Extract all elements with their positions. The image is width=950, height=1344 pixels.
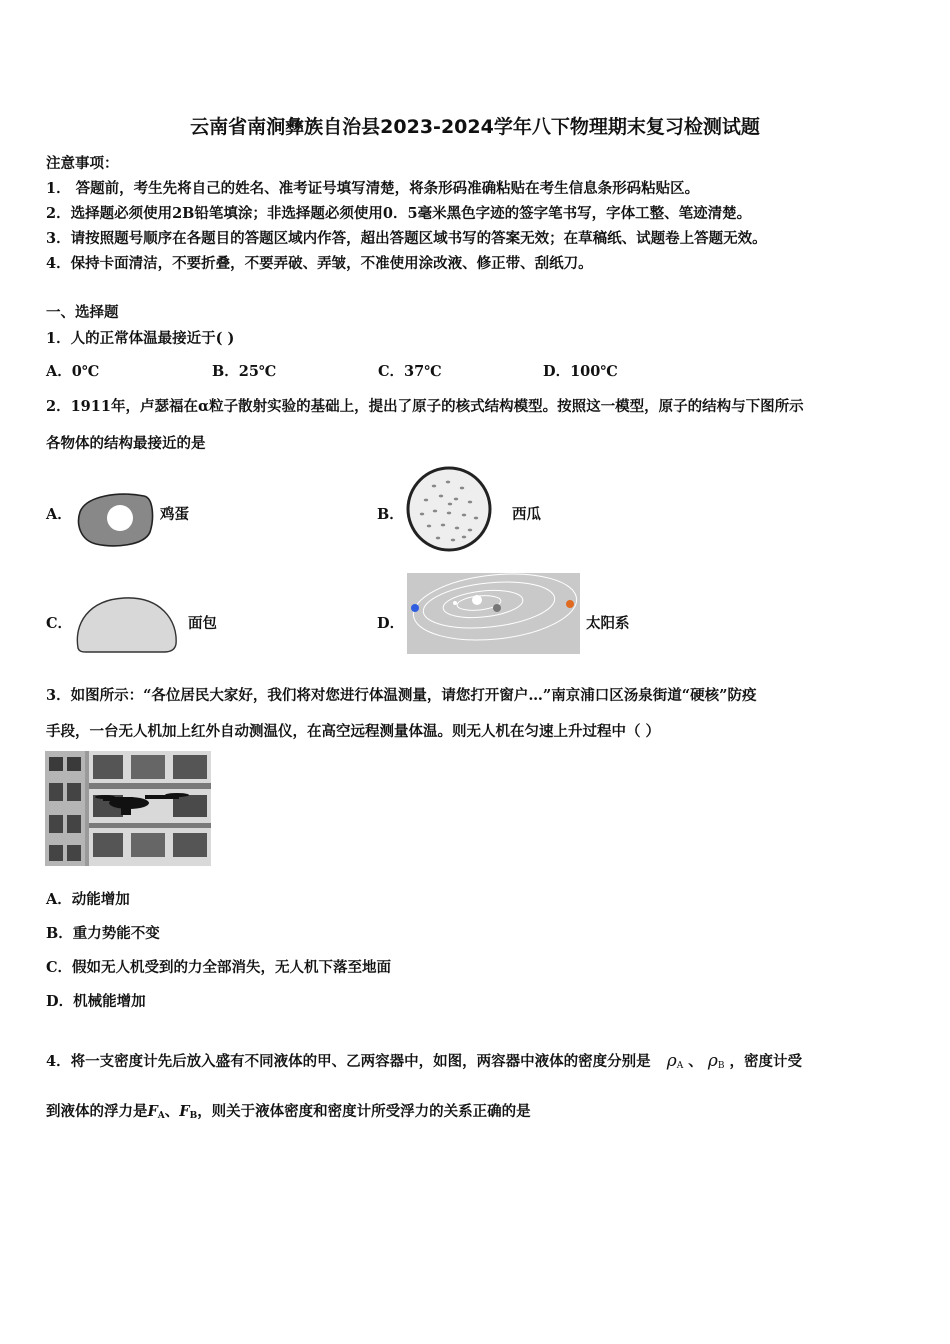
q2-stem-line2: 各物体的结构最接近的是 (46, 435, 206, 452)
q4-line2-part2: ，则关于液体密度和密度计所受浮力的关系正确的是 (197, 1103, 531, 1120)
q2-option-a-letter: A． (46, 506, 72, 523)
q4-separator: 、 (688, 1053, 703, 1070)
rho-a-symbol: $\rho_A$ (666, 1051, 684, 1071)
f-b-symbol: $F_B$ (179, 1103, 198, 1121)
section-heading: 一、选择题 (46, 304, 119, 321)
q4-stem-line2 (46, 1100, 531, 1121)
q3-option-a: A．动能增加 (46, 891, 130, 908)
bread-image (74, 594, 180, 656)
q1-option-c: C．37℃ (378, 363, 442, 380)
q4-stem-part2: ，密度计受 (729, 1053, 803, 1070)
q2-option-d-caption: 太阳系 (586, 615, 630, 632)
rho-b-symbol: $\rho_B$ (707, 1051, 725, 1071)
q2-option-a-caption: 鸡蛋 (160, 506, 189, 523)
notice-item-3: 3．请按照题号顺序在各题目的答题区域内作答，超出答题区域书写的答案无效；在草稿纸、试题卷上答题无效。 (46, 230, 767, 247)
drone-photo (45, 751, 211, 866)
q2-stem-line1: 2．1911年，卢瑟福在α粒子散射实验的基础上，提出了原子的核式结构模型。按照这一模型，原子的结构与下图所示 (46, 398, 804, 415)
q3-option-c: C．假如无人机受到的力全部消失，无人机下落至地面 (46, 959, 392, 976)
q4-separator-2: 、 (164, 1103, 180, 1120)
page-title: 云南省南涧彝族自治县2023-2024学年八下物理期末复习检测试题 (190, 116, 760, 138)
notice-heading: 注意事项： (46, 155, 119, 172)
q4-stem-line1 (46, 1050, 802, 1071)
q3-stem-line1: 3．如图所示：“各位居民大家好，我们将对您进行体温测量，请您打开窗户…”南京浦口区汤泉街道“硬核”防疫 (46, 687, 757, 704)
q2-option-c-caption: 面包 (188, 615, 217, 632)
egg-image (74, 490, 156, 550)
notice-item-4: 4．保持卡面清洁，不要折叠，不要弄破、弄皱，不准使用涂改液、修正带、刮纸刀。 (46, 255, 593, 272)
solar-system-image (407, 573, 580, 654)
q3-option-d: D．机械能增加 (46, 993, 146, 1010)
f-a-symbol: $F_A$ (147, 1103, 165, 1121)
q2-option-b-letter: B． (377, 506, 404, 523)
q3-option-b: B．重力势能不变 (46, 925, 160, 942)
notice-item-2: 2．选择题必须使用2B铅笔填涂；非选择题必须使用0．5毫米黑色字迹的签字笔书写，字体工整、笔迹清楚。 (46, 205, 752, 222)
q1-option-b: B．25℃ (212, 363, 277, 380)
q2-option-b-caption: 西瓜 (512, 506, 541, 523)
q3-stem-line2: 手段，一台无人机加上红外自动测温仪，在高空远程测量体温。则无人机在匀速上升过程中（ ） (46, 723, 661, 740)
q4-stem-part1: 4．将一支密度计先后放入盛有不同液体的甲、乙两容器中，如图，两容器中液体的密度分别是 (46, 1053, 651, 1070)
notice-item-1: 1． 答题前，考生先将自己的姓名、准考证号填写清楚，将条形码准确粘贴在考生信息条形码粘贴区。 (46, 180, 700, 197)
q2-option-c-letter: C． (46, 615, 73, 632)
q1-option-d: D．100℃ (543, 363, 618, 380)
watermelon-image (404, 466, 494, 552)
q2-option-d-letter: D． (377, 615, 405, 632)
q4-line2-part1: 到液体的浮力是 (46, 1103, 148, 1120)
q1-stem: 1．人的正常体温最接近于( ) (46, 330, 235, 347)
q1-option-a: A．0℃ (46, 363, 100, 380)
